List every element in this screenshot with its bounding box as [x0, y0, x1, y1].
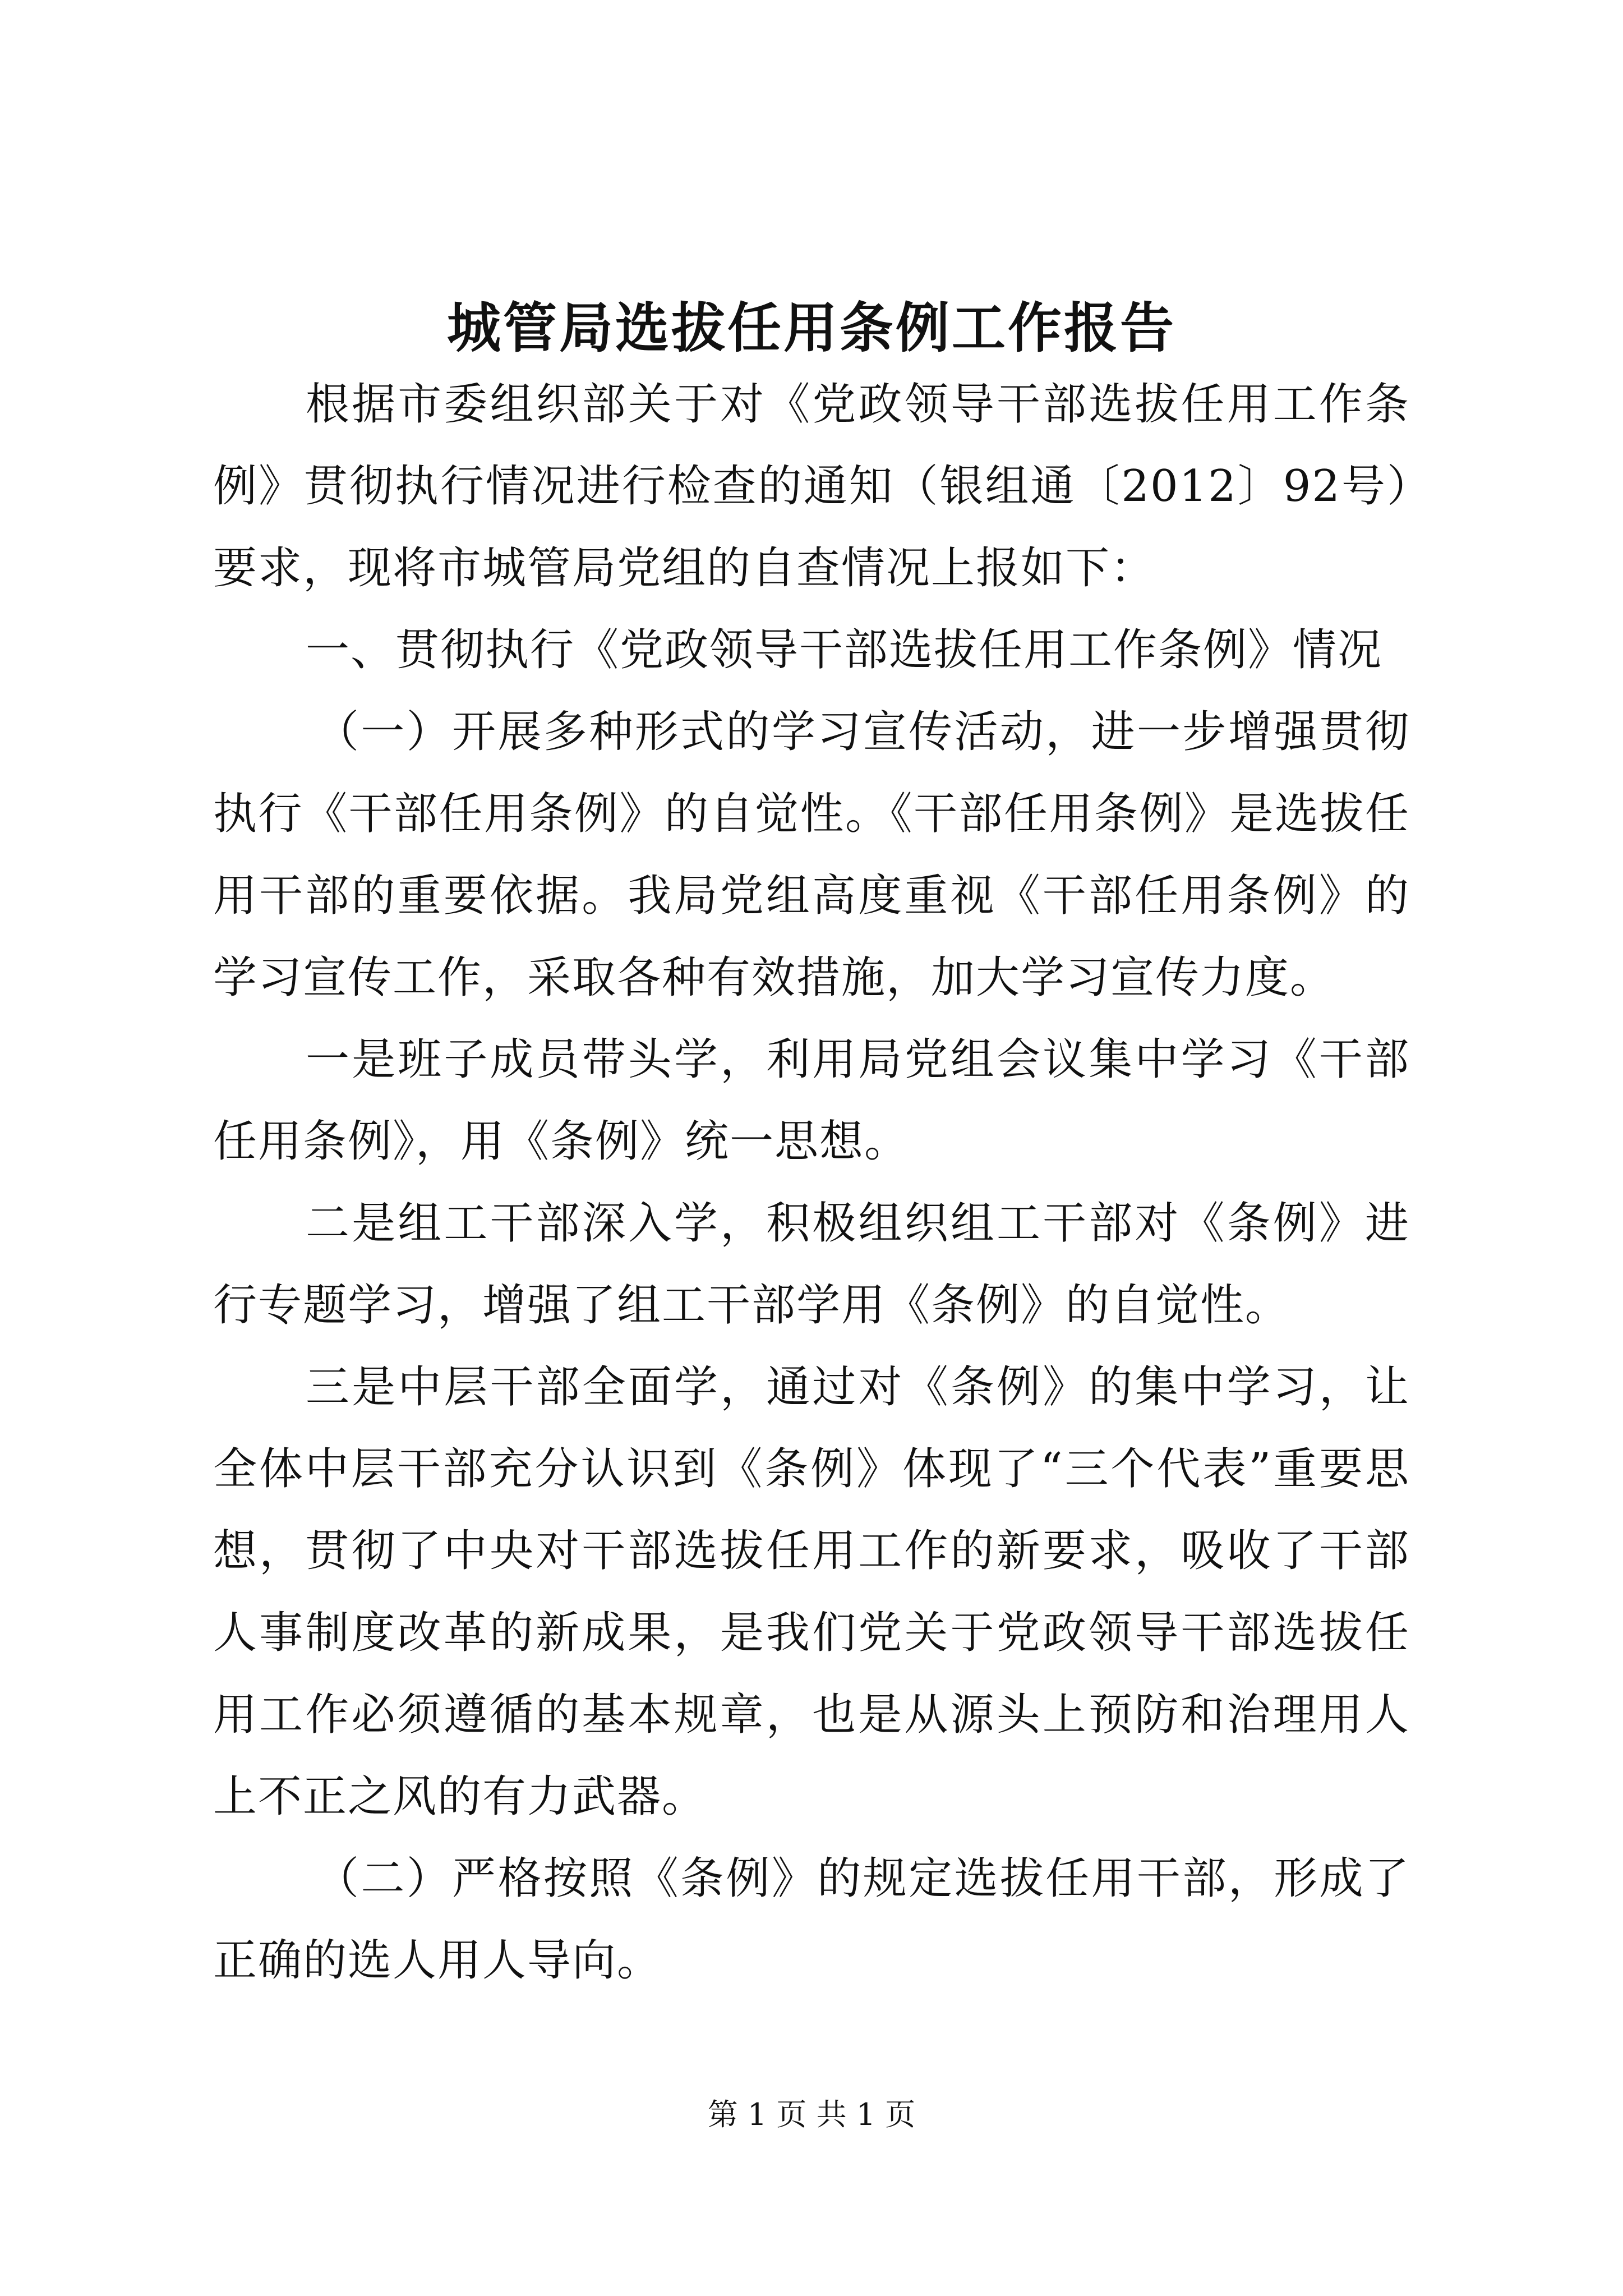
intro-paragraph: 根据市委组织部关于对《党政领导干部选拔任用工作条例》贯彻执行情况进行检查的通知（银组通〔2012〕92号）要求，现将市城管局党组的自查情况上报如下：: [213, 379, 1410, 593]
document-body: [213, 364, 1410, 2001]
section-heading-1: 一、贯彻执行《党政领导干部选拔任用工作条例》情况: [306, 625, 1383, 675]
subsection-1-paragraph: （一）开展多种形式的学习宣传活动，进一步增强贯彻执行《干部任用条例》的自觉性。《干部任用条例》是选拔任用干部的重要依据。我局党组高度重视《干部任用条例》的学习宣传工作，采取各种有效措施，加大学习宣传力度。: [213, 707, 1410, 1003]
point-1-paragraph: 一是班子成员带头学，利用局党组会议集中学习《干部任用条例》，用《条例》统一思想。: [213, 1034, 1410, 1167]
point-3-paragraph: 三是中层干部全面学，通过对《条例》的集中学习，让全体中层干部充分认识到《条例》体现了“三个代表”重要思想，贯彻了中央对干部选拔任用工作的新要求，吸收了干部人事制度改革的新成果，是我们党关于党政领导干部选拔任用工作必须遵循的基本规章，也是从源头上预防和治理用人上不正之风的有力武器。: [213, 1362, 1410, 1822]
document-title: 城管局选拔任用条例工作报告: [447, 296, 1176, 360]
point-2-paragraph: 二是组工干部深入学，积极组织组工干部对《条例》进行专题学习，增强了组工干部学用《条例》的自觉性。: [213, 1198, 1410, 1331]
subsection-2-paragraph: （二）严格按照《条例》的规定选拔任用干部，形成了正确的选人用人导向。: [213, 1853, 1410, 1986]
page-number-footer: 第 1 页 共 1 页: [707, 2097, 916, 2132]
